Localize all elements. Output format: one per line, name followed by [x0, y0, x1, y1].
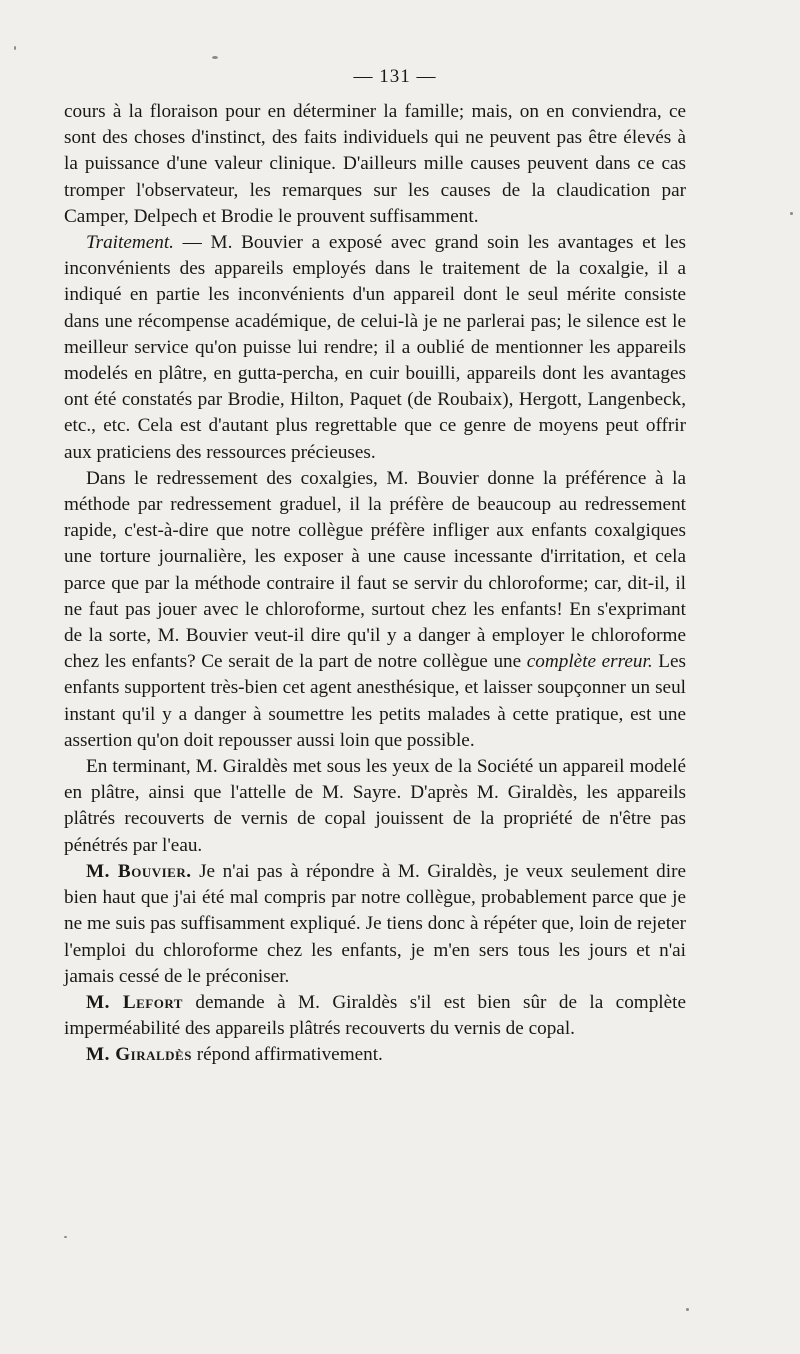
paper-speck: [790, 212, 793, 215]
paper-speck: [686, 1308, 689, 1311]
speaker-bouvier: M. Bouvier.: [86, 860, 192, 882]
paragraph-traitement: [64, 230, 686, 466]
paragraph-traitement-text: — M. Bouvier a exposé avec grand soin les avantages et les inconvénients des appareils employés dans le traitement de la coxalgie, il a indiqué en partie les inconvénients d'un appareil dont le seul mérite consiste dans une récompense académique, de celui-là je ne parlerai pas; le silence est le meilleur service qu'on puisse lui rendre; il a oublié de mentionner les appareils modelés en plâtre, en gutta-percha, en cuir bouilli, appareils dont les avantages ont été constatés par Brodie, Hilton, Paquet (de Roubaix), Hergott, Langenbeck, etc., etc. Cela est d'autant plus regrettable que ce genre de moyens peut offrir aux praticiens des ressources précieuses.: [64, 232, 686, 463]
paragraph-giraldes-text: répond affirmativement.: [191, 1044, 383, 1066]
paper-speck: [64, 1236, 67, 1238]
paragraph-terminant: [64, 754, 686, 859]
paragraph-giraldes: [64, 1042, 686, 1068]
paragraph-lefort-text: demande à M. Giraldès s'il est bien sûr de la complète imperméabilité des appareils plâtrés recouverts du vernis de copal.: [64, 991, 687, 1040]
paragraph-lefort: [64, 990, 686, 1042]
paragraph-terminant-text: En terminant, M. Giraldès met sous les yeux de la Société un appareil modelé en plâtre, ainsi que l'attelle de M. Sayre. D'après M. Giraldès, les appareils plâtrés recouverts de vernis de copal jouissent de la propriété de n'être pas pénétrés par l'eau.: [64, 756, 686, 856]
speaker-lefort: M. Lefort: [86, 991, 183, 1013]
paragraph-1: [64, 99, 686, 230]
speaker-giraldes: M. Giraldès: [86, 1044, 192, 1066]
paragraph-bouvier: [64, 859, 686, 990]
paragraph-redressement-text-a: Dans le redressement des coxalgies, M. Bouvier donne la préférence à la méthode par redressement graduel, il la préfère de beaucoup au redressement rapide, c'est-à-dire que notre collègue préfère infliger aux enfants coxalgiques une torture journalière, les exposer à une cause incessante d'irritation, et cela parce que par la méthode contraire il faut se servir du chloroforme; car, dit-il, il ne faut pas jouer avec le chloroforme, surtout chez les enfants! En s'exprimant de la sorte, M. Bouvier veut-il dire qu'il y a danger à employer le chloroforme chez les enfants? Ce serait de la part de notre collègue une: [64, 467, 686, 673]
paragraph-bouvier-text: Je n'ai pas à répondre à M. Giraldès, je veux seulement dire bien haut que j'ai été mal compris par notre collègue, probablement parce que je ne me suis pas suffisamment expliqué. Je tiens donc à répéter que, loin de rejeter l'emploi du chloroforme chez les enfants, je m'en sers tous les jours et n'ai jamais cessé de le préconiser.: [64, 860, 686, 987]
paragraph-1-text: cours à la floraison pour en déterminer la famille; mais, on en conviendra, ce sont des choses d'instinct, des faits individuels qui ne peuvent pas être élevés à la puissance d'une valeur clinique. D'ailleurs mille causes peuvent dans ce cas tromper l'observateur, les remarques sur les causes de la claudication par Camper, Delpech et Brodie le prouvent suffisamment.: [64, 101, 686, 227]
body-text: [64, 99, 686, 1069]
paper-speck: [14, 46, 16, 50]
paper-speck: [212, 56, 218, 59]
paragraph-redressement-text-b: Les enfants supportent très-bien cet agent anesthésique, et laisser soupçonner un seul instant qu'il y a danger à soumettre les petits malades à cette pratique, est une assertion qu'on doit repousser aussi loin que possible.: [64, 651, 686, 751]
paragraph-redressement: [64, 466, 686, 754]
section-heading-traitement: Traitement.: [86, 232, 174, 254]
emphasis-complete-erreur: complète erreur.: [526, 651, 653, 673]
page-number: — 131 —: [353, 66, 437, 87]
